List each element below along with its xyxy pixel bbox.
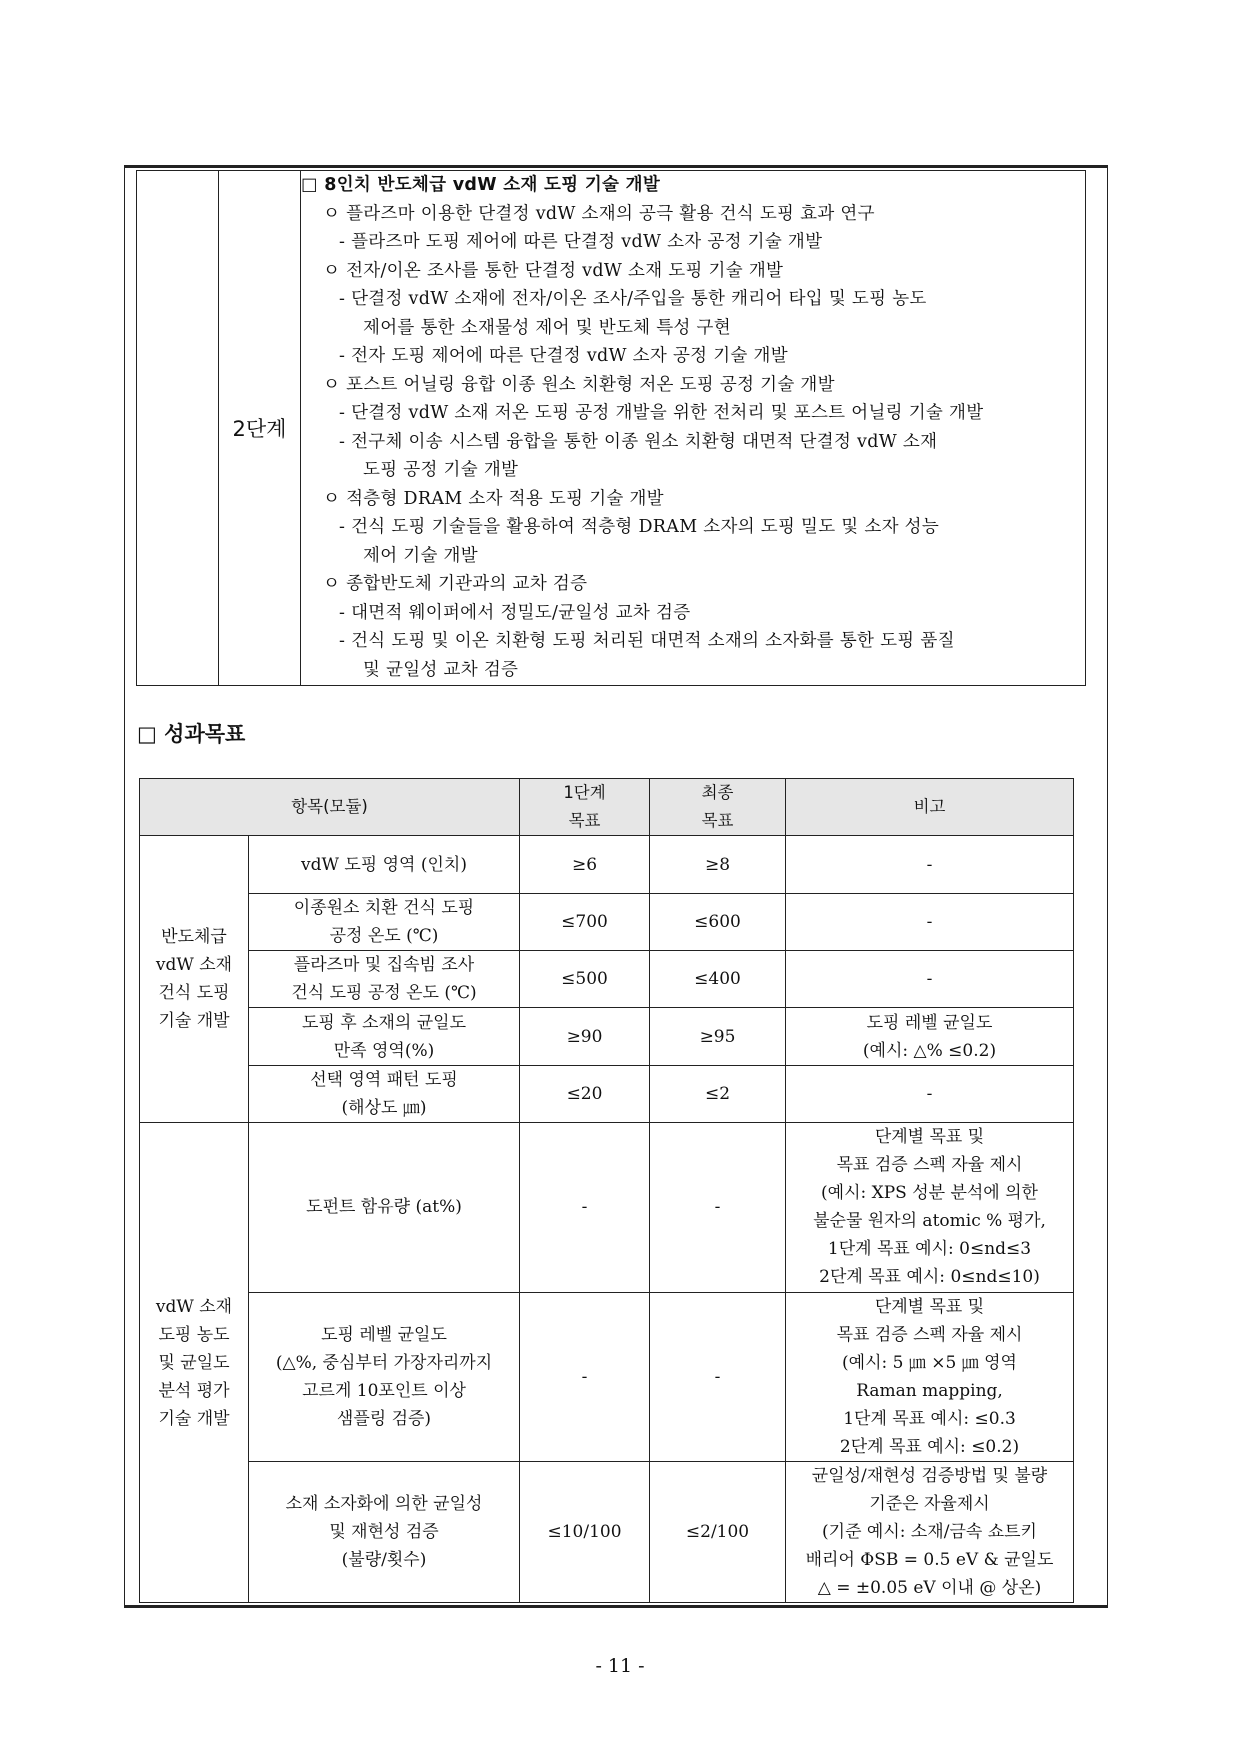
stage-line: - 건식 도핑 기술들을 활용하여 적층형 DRAM 소자의 도핑 밀도 및 소자 성능 (339, 517, 940, 537)
note-cell: 도핑 레벨 균일도 (예시: △% ≤0.2) (786, 1008, 1074, 1066)
stage-line: 제어를 통한 소재물성 제어 및 반도체 특성 구현 (363, 317, 731, 338)
table-row (140, 1008, 1074, 1066)
note-cell: 단계별 목표 및 목표 검증 스펙 자율 제시 (예시: 5 ㎛ ×5 ㎛ 영역 Raman mapping, 1단계 목표 예시: ≤0.3 2단계 목표 예시: ≤0.2) (786, 1292, 1074, 1461)
stage1-cell: ≥6 (520, 836, 650, 894)
stage1-cell: - (520, 1292, 650, 1461)
item-cell: 도핑 후 소재의 균일도 만족 영역(%) (249, 1008, 520, 1066)
table-row (140, 836, 1074, 894)
stage1-cell: - (520, 1123, 650, 1292)
category-cell: vdW 소재 도핑 농도 및 균일도 분석 평가 기술 개발 (140, 1123, 249, 1603)
stage-content (301, 171, 1086, 686)
final-cell: ≥8 (650, 836, 786, 894)
stage-line: 제어 기술 개발 (363, 545, 478, 566)
final-cell: ≥95 (650, 1008, 786, 1066)
goals-table (139, 778, 1074, 1603)
note-cell: - (786, 894, 1074, 951)
item-cell: 도핑 레벨 균일도 (△%, 중심부터 가장자리까지 고르게 10포인트 이상 샘플링 검증) (249, 1292, 520, 1461)
stage-line: ㅇ 플라즈마 이용한 단결정 vdW 소재의 공극 활용 건식 도핑 효과 연구 (323, 203, 875, 224)
final-cell: ≤400 (650, 951, 786, 1008)
table-row (140, 951, 1074, 1008)
stage-line: - 건식 도핑 및 이온 치환형 도핑 처리된 대면적 소재의 소자화를 통한 도핑 품질 (339, 631, 955, 651)
stage-line: ㅇ 적층형 DRAM 소자 적용 도핑 기술 개발 (323, 488, 664, 509)
stage-line: - 전자 도핑 제어에 따른 단결정 vdW 소자 공정 기술 개발 (339, 346, 788, 366)
table-row (140, 1066, 1074, 1123)
stage-label: 2단계 (219, 171, 301, 686)
item-cell: 소재 소자화에 의한 균일성 및 재현성 검증 (불량/횟수) (249, 1461, 520, 1602)
header-note: 비고 (786, 779, 1074, 836)
final-cell: - (650, 1123, 786, 1292)
table-row (140, 894, 1074, 951)
stage1-cell: ≤20 (520, 1066, 650, 1123)
stage-line: ㅇ 포스트 어닐링 융합 이종 원소 치환형 저온 도핑 공정 기술 개발 (323, 374, 835, 395)
stage-line: 도핑 공정 기술 개발 (363, 460, 519, 480)
final-cell: ≤2/100 (650, 1461, 786, 1602)
note-cell: 균일성/재현성 검증방법 및 불량 기준은 자율제시 (기준 예시: 소재/금속 쇼트키 배리어 ΦSB = 0.5 eV & 균일도 △ = ±0.05 eV 이내 @ 상온) (786, 1461, 1074, 1602)
header-stage1: 1단계 목표 (520, 779, 650, 836)
item-cell: 선택 영역 패턴 도핑 (해상도 ㎛) (249, 1066, 520, 1123)
header-item: 항목(모듈) (140, 779, 520, 836)
stage-table (136, 170, 1086, 686)
item-cell: vdW 도핑 영역 (인치) (249, 836, 520, 894)
note-cell: - (786, 836, 1074, 894)
item-cell: 플라즈마 및 집속빔 조사 건식 도핑 공정 온도 (℃) (249, 951, 520, 1008)
note-cell: 단계별 목표 및 목표 검증 스펙 자율 제시 (예시: XPS 성분 분석에 의한 불순물 원자의 atomic % 평가, 1단계 목표 예시: 0≤nd≤3 2단계 목표 예시: 0≤nd≤10) (786, 1123, 1074, 1292)
page-number: - 11 - (595, 1655, 645, 1677)
stage-line: 및 균일성 교차 검증 (363, 659, 519, 680)
stage1-cell: ≤500 (520, 951, 650, 1008)
stage1-cell: ≤700 (520, 894, 650, 951)
note-cell: - (786, 951, 1074, 1008)
final-cell: ≤2 (650, 1066, 786, 1123)
table-row (140, 1461, 1074, 1602)
stage-line: - 플라즈마 도핑 제어에 따른 단결정 vdW 소자 공정 기술 개발 (339, 232, 823, 252)
final-cell: - (650, 1292, 786, 1461)
stage1-cell: ≤10/100 (520, 1461, 650, 1602)
table-row (140, 1292, 1074, 1461)
item-cell: 이종원소 치환 건식 도핑 공정 온도 (℃) (249, 894, 520, 951)
stage-line: - 전구체 이송 시스템 융합을 통한 이종 원소 치환형 대면적 단결정 vdW 소재 (339, 431, 938, 452)
table-row (140, 1123, 1074, 1292)
final-cell: ≤600 (650, 894, 786, 951)
header-final: 최종 목표 (650, 779, 786, 836)
stage1-cell: ≥90 (520, 1008, 650, 1066)
item-cell: 도펀트 함유량 (at%) (249, 1123, 520, 1292)
stage-line: - 단결정 vdW 소재에 전자/이온 조사/주입을 통한 캐리어 타입 및 도핑 농도 (339, 289, 927, 309)
category-cell: 반도체급 vdW 소재 건식 도핑 기술 개발 (140, 836, 249, 1123)
stage-line: ㅇ 전자/이온 조사를 통한 단결정 vdW 소재 도핑 기술 개발 (323, 260, 784, 281)
section-title: □ 성과목표 (137, 722, 246, 746)
stage-heading: □ 8인치 반도체급 vdW 소재 도핑 기술 개발 (301, 175, 661, 195)
stage-blank-cell (137, 171, 219, 686)
stage-line: ㅇ 종합반도체 기관과의 교차 검증 (323, 574, 588, 594)
stage-line: - 단결정 vdW 소재 저온 도핑 공정 개발을 위한 전처리 및 포스트 어닐링 기술 개발 (339, 403, 984, 423)
note-cell: - (786, 1066, 1074, 1123)
stage-line: - 대면적 웨이퍼에서 정밀도/균일성 교차 검증 (339, 602, 691, 623)
